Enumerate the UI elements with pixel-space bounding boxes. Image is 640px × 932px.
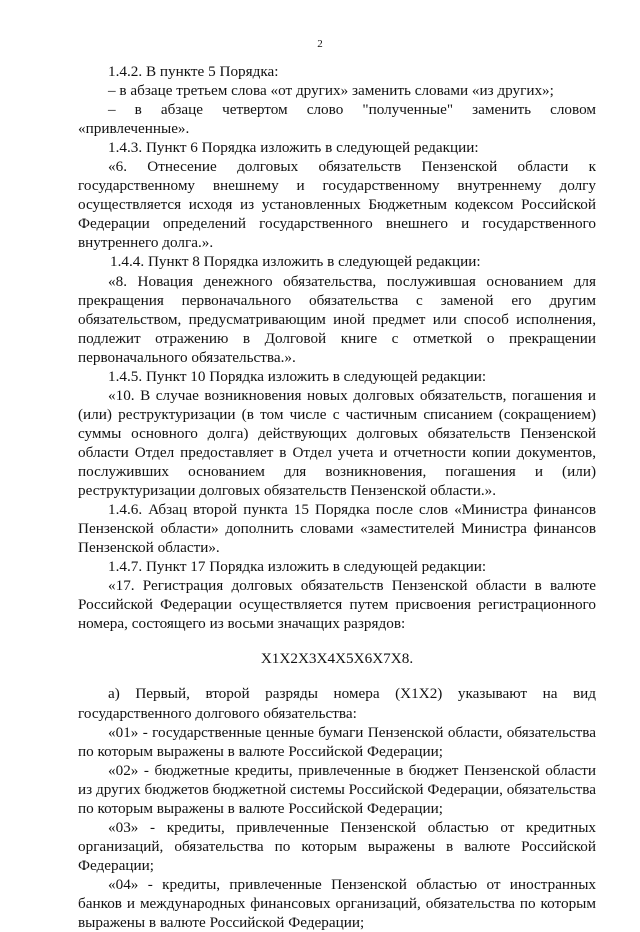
- text-line: государственному внешнему и государственному внутреннему долгу: [78, 177, 596, 195]
- spacer: [78, 668, 596, 684]
- text-line: 1.4.2. В пункте 5 Порядка:: [108, 63, 279, 80]
- text-line: подлежит отражению в Долговой книге с отметкой о прекращении: [78, 329, 596, 347]
- text-line: Пензенской области» дополнить словами «заместителей Министра финансов: [78, 520, 596, 538]
- text-line: Пензенской области».: [78, 539, 220, 557]
- text-line: организаций, обязательства по которым выражены в валюте Российской: [78, 837, 596, 855]
- text-line: по которым выражены в валюте Российской Федерации;: [78, 799, 443, 817]
- text-line: Федерации;: [78, 856, 154, 874]
- text-line: Федерации определений государственного внешнего и государственного: [78, 215, 596, 233]
- text-line: внутреннего долга.».: [78, 234, 214, 252]
- text-line: 1.4.7. Пункт 17 Порядка изложить в следующей редакции:: [108, 558, 487, 576]
- document-body: [78, 62, 596, 932]
- text-line: «02» - бюджетные кредиты, привлеченные в бюджет Пензенской области: [108, 761, 596, 779]
- text-line: послуживших основанием для возникновения, погашения и (или): [78, 462, 596, 480]
- text-line: области Отдел предоставляет в Отдел учета и отчетности копии документов,: [78, 443, 596, 461]
- text-line: а) Первый, второй разряды номера (X1X2) указывают на вид: [108, 685, 596, 703]
- text-line: Российской Федерации осуществляется путем присвоения регистрационного: [78, 596, 596, 614]
- registration-number-format: X1X2X3X4X5X6X7X8.: [260, 650, 414, 668]
- text-line: «01» - государственные ценные бумаги Пензенской области, обязательства: [108, 723, 596, 741]
- text-line: государственного долгового обязательства:: [78, 704, 357, 722]
- text-line: выражены в валюте Российской Федерации;: [78, 914, 365, 932]
- text-line: 1.4.3. Пункт 6 Порядка изложить в следующей редакции:: [108, 139, 479, 157]
- text-line: «17. Регистрация долговых обязательств Пензенской области в валюте: [108, 577, 596, 595]
- text-line: банков и международных финансовых организаций, обязательства по которым: [78, 894, 596, 912]
- page-number: 2: [317, 38, 323, 50]
- text-line: обязательством, предусматривающим иной предмет или способ исполнения,: [78, 310, 596, 328]
- text-line: – в абзаце четвертом слово "полученные" заменить словом: [108, 101, 596, 119]
- text-line: 1.4.6. Абзац второй пункта 15 Порядка после слов «Министра финансов: [108, 501, 596, 519]
- text-line: 1.4.4. Пункт 8 Порядка изложить в следующей редакции:: [110, 253, 481, 271]
- text-line: суммы основного долга) действующих долговых обязательств Пензенской: [78, 424, 596, 442]
- text-line: «привлеченные».: [78, 120, 190, 138]
- text-line: прекращения первоначального обязательства с заменой его другим: [78, 291, 596, 309]
- text-line: «8. Новация денежного обязательства, послужившая основанием для: [108, 272, 596, 290]
- text-line: «04» - кредиты, привлеченные Пензенской областью от иностранных: [108, 875, 596, 893]
- spacer: [78, 633, 596, 649]
- text-line: первоначального обязательства.».: [78, 348, 296, 366]
- text-line: осуществляется исходя из установленных Бюджетным кодексом Российской: [78, 196, 596, 214]
- text-line: из других бюджетов бюджетной системы Российской Федерации, обязательства: [78, 780, 596, 798]
- text-line: (или) реструктуризации (в том числе с частичным списанием (сокращением): [78, 405, 596, 423]
- text-line: 1.4.5. Пункт 10 Порядка изложить в следующей редакции:: [108, 367, 487, 385]
- text-line: по которым выражены в валюте Российской Федерации;: [78, 742, 443, 760]
- text-line: реструктуризации долговых обязательств Пензенской области.».: [78, 482, 497, 500]
- text-line: – в абзаце третьем слова «от других» заменить словами «из других»;: [108, 82, 554, 100]
- text-line: «03» - кредиты, привлеченные Пензенской областью от кредитных: [108, 818, 596, 836]
- text-line: номера, состоящего из восьми значащих разрядов:: [78, 615, 406, 633]
- text-line: «6. Отнесение долговых обязательств Пензенской области к: [108, 158, 596, 176]
- text-line: «10. В случае возникновения новых долговых обязательств, погашения и: [108, 386, 596, 404]
